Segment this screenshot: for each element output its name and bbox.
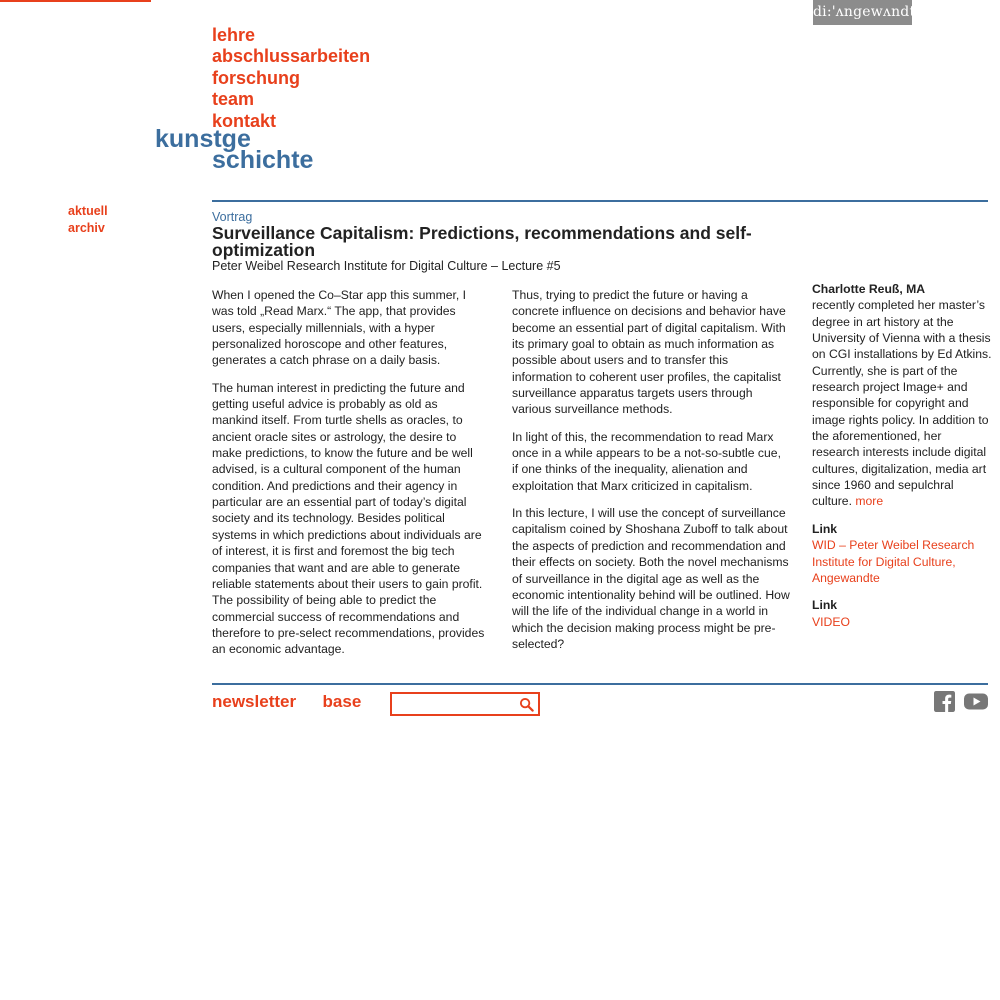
- search-icon[interactable]: [519, 697, 534, 712]
- nav-item-kontakt[interactable]: kontakt: [212, 110, 277, 131]
- article-category: Vortrag: [212, 210, 253, 224]
- article-subtitle: Peter Weibel Research Institute for Digital Culture – Lecture #5: [212, 259, 561, 273]
- base-link[interactable]: base: [322, 692, 362, 711]
- video-link[interactable]: VIDEO: [812, 614, 850, 629]
- top-accent-line: [0, 0, 151, 2]
- wid-link[interactable]: WID – Peter Weibel Research Institute for Digital Culture, Angewandte: [812, 538, 975, 585]
- paragraph: When I opened the Co–Star app this summer, I was told „Read Marx.“ The app, that provides users, especially millennials, with a hyper personalized horoscope and other features, generates a catch phrase on a daily basis.: [212, 288, 467, 368]
- brand-line-1: kunstge: [155, 125, 251, 153]
- paragraph: In light of this, the recommendation to read Marx once in a while appears to be a not-so-subtle cue, if one thinks of the inequality, alienation and exploitation that Marx criticized in capitalism.: [512, 429, 781, 493]
- nav-item-forschung[interactable]: forschung: [212, 67, 300, 88]
- article-column-1: [212, 287, 485, 669]
- search-box: [390, 692, 540, 716]
- article-column-2: [512, 287, 790, 663]
- nav-item-abschlussarbeiten[interactable]: abschlussarbeiten: [212, 46, 371, 67]
- nav-item-team[interactable]: team: [212, 89, 255, 110]
- footer-nav: [212, 692, 383, 712]
- speaker-bio: recently completed her master’s degree in art history at the University of Vienna with a thesis on CGI installations by Ed Atkins. Currently, she is part of the research project Image+ and responsible for copyright and image rights policy. In addition to the aforementioned, her research interests include digital cultures, digitalization, media art since 1960 and sepulchral culture.: [812, 298, 992, 509]
- newsletter-link[interactable]: newsletter: [212, 692, 297, 711]
- speaker-name: Charlotte Reuß, MA: [812, 282, 926, 296]
- link-label: Link: [812, 598, 838, 613]
- paragraph: Thus, trying to predict the future or having a concrete influence on decisions and behavior have become an essential part of digital capitalism. With its primary goal to obtain as much information as possible about users and to transfer this information to coherent user profiles, the capitalist surveillance apparatus targets users through various surveillance methods.: [512, 288, 786, 417]
- search-input[interactable]: [396, 696, 514, 712]
- brand-line-2: schichte: [212, 146, 314, 174]
- side-nav-aktuell[interactable]: aktuell: [68, 204, 108, 218]
- article-title: Surveillance Capitalism: Predictions, recommendations and self-optimization: [212, 223, 752, 260]
- footer-divider: [212, 683, 988, 685]
- youtube-icon[interactable]: [964, 691, 988, 712]
- nav-item-lehre[interactable]: lehre: [212, 25, 256, 45]
- more-link[interactable]: more: [855, 494, 884, 509]
- paragraph: The human interest in predicting the future and getting useful advice is probably as old as mankind itself. From turtle shells as oracles, to ancient oracle sites or astrology, the desire to make predictions, to know the future and be well advised, is a cultural component of the human condition. And predictions and their agency in particular are an essential part of today’s digital society and its technology. Besides political systems in which predictions about individuals are of interest, it is first and foremost the big tech companies that want and are able to generate reliable statements about their users to gain profit. The possibility of being able to predict the commercial success of recommendations and therefore to pre-select recommendations, provides an economic advantage.: [212, 380, 485, 657]
- side-nav: [68, 203, 108, 236]
- header-divider: [212, 200, 988, 202]
- main-nav: [212, 25, 370, 132]
- link-section-wid: [812, 521, 992, 586]
- site-brand[interactable]: [155, 125, 314, 174]
- link-section-video: [812, 597, 992, 630]
- angewandte-logo[interactable]: di:'ʌngewʌndtə: [813, 0, 912, 25]
- speaker-info: [812, 281, 992, 630]
- facebook-icon[interactable]: [934, 691, 955, 712]
- link-label: Link: [812, 521, 838, 536]
- paragraph: In this lecture, I will use the concept of surveillance capitalism coined by Shoshana Zuboff to talk about the aspects of prediction and recommendation and their effects on society. Both the novel mechanisms of surveillance in the digital age as well as the economic intentionality behind will be outlined. How will the life of the individual change in a world in which the decision making process might be pre-selected?: [512, 506, 790, 651]
- side-nav-archiv[interactable]: archiv: [68, 220, 105, 235]
